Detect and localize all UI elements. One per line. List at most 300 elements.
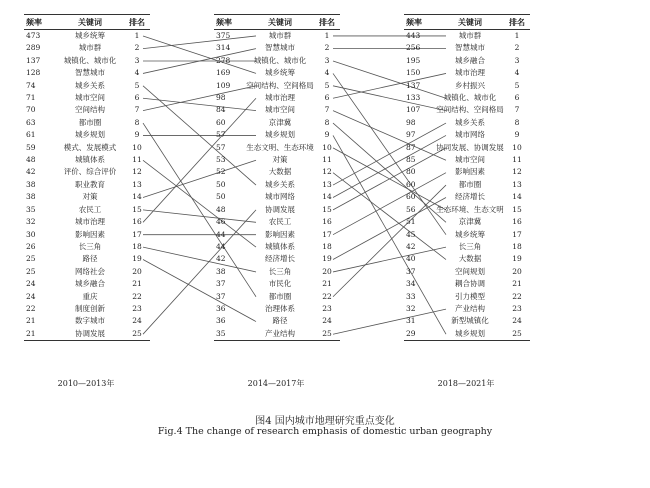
row-freq: 109 (216, 80, 231, 90)
table-row (214, 253, 340, 265)
row-rank: 14 (322, 192, 332, 202)
row-keyword: 京津冀 (268, 117, 292, 127)
row-keyword: 重庆 (82, 291, 98, 301)
row-freq: 289 (26, 43, 41, 53)
table-row (24, 42, 150, 54)
row-keyword: 城乡关系 (265, 179, 295, 189)
table-row (404, 278, 530, 290)
year-label: 2010—2013年 (57, 379, 115, 388)
table-row (24, 117, 150, 129)
table-row (404, 80, 530, 92)
row-freq: 53 (216, 155, 226, 165)
row-freq: 150 (406, 68, 421, 78)
table-row (24, 291, 150, 303)
row-rank: 17 (132, 229, 142, 239)
row-keyword: 产业结构 (455, 303, 485, 313)
row-rank: 25 (314, 328, 340, 341)
row-keyword: 城市网络 (265, 192, 295, 202)
table-row (214, 166, 340, 178)
row-rank: 21 (132, 279, 142, 289)
table-row (24, 303, 150, 315)
table-row (24, 80, 150, 92)
row-keyword: 模式、发展模式 (63, 142, 117, 152)
row-rank: 24 (132, 316, 142, 326)
row-freq: 70 (26, 105, 36, 115)
row-freq: 21 (26, 316, 36, 326)
table-row (404, 92, 530, 104)
row-rank: 20 (322, 266, 332, 276)
row-rank: 13 (512, 179, 522, 189)
row-keyword: 城镇体系 (265, 241, 295, 251)
header-keyword: 关键词 (56, 15, 124, 30)
row-rank: 18 (132, 241, 142, 251)
table-row (24, 315, 150, 327)
row-freq: 98 (406, 117, 416, 127)
row-keyword: 都市圈 (458, 179, 482, 189)
table-row (404, 30, 530, 43)
row-rank: 19 (322, 254, 332, 264)
header-freq: 频率 (214, 15, 246, 30)
row-keyword: 空间结构 (75, 105, 105, 115)
table-row (404, 328, 530, 341)
row-keyword: 产业结构 (246, 328, 314, 341)
table-row (214, 216, 340, 228)
row-freq: 42 (216, 254, 226, 264)
row-freq: 169 (216, 68, 231, 78)
row-freq: 107 (406, 105, 421, 115)
keyword-table (404, 14, 530, 341)
header-freq: 频率 (24, 15, 56, 30)
row-freq: 30 (26, 229, 36, 239)
row-rank: 7 (134, 105, 140, 115)
row-keyword: 生态环境、生态文明 (436, 204, 504, 214)
row-rank: 11 (132, 155, 142, 165)
row-keyword: 生态文明、生态环境 (246, 142, 314, 152)
row-freq: 48 (216, 204, 226, 214)
row-freq: 36 (216, 316, 226, 326)
row-keyword: 京津冀 (458, 217, 482, 227)
table-row (24, 191, 150, 203)
row-keyword: 评价、综合评价 (63, 167, 117, 177)
row-rank: 24 (512, 316, 522, 326)
row-freq: 71 (26, 93, 36, 103)
row-freq: 60 (216, 117, 226, 127)
header-rank: 排名 (124, 15, 150, 30)
row-keyword: 城镇化、城市化 (63, 55, 117, 65)
row-rank: 22 (322, 291, 332, 301)
row-keyword: 引力模型 (455, 291, 485, 301)
row-rank: 2 (514, 43, 520, 53)
table-row (24, 179, 150, 191)
row-freq: 97 (406, 130, 416, 140)
row-freq: 29 (404, 328, 436, 341)
row-keyword: 经济增长 (455, 192, 485, 202)
table-row (24, 55, 150, 67)
row-keyword: 城市空间 (265, 105, 295, 115)
row-keyword: 城乡关系 (75, 80, 105, 90)
row-keyword: 都市圈 (78, 117, 102, 127)
row-keyword: 农民工 (268, 217, 292, 227)
row-rank: 13 (322, 179, 332, 189)
table-row (24, 278, 150, 290)
table-row (404, 55, 530, 67)
row-freq: 59 (26, 142, 36, 152)
table-row (404, 104, 530, 116)
row-freq: 48 (26, 155, 36, 165)
table-row (404, 266, 530, 278)
row-keyword: 经济增长 (265, 254, 295, 264)
row-freq: 38 (26, 192, 36, 202)
header-rank: 排名 (314, 15, 340, 30)
header-keyword: 关键词 (436, 15, 504, 30)
row-keyword: 城镇化、城市化 (253, 55, 307, 65)
row-rank: 6 (134, 93, 140, 103)
table-row (404, 67, 530, 79)
row-rank: 8 (514, 117, 520, 127)
row-keyword: 对策 (272, 155, 288, 165)
row-freq: 24 (26, 279, 36, 289)
row-keyword: 城市空间 (75, 93, 105, 103)
row-rank: 14 (132, 192, 142, 202)
header-freq: 频率 (404, 15, 436, 30)
table-row (214, 55, 340, 67)
table-row (214, 328, 340, 341)
table-row (404, 191, 530, 203)
row-keyword: 城市空间 (455, 155, 485, 165)
row-freq: 85 (406, 155, 416, 165)
table-row (214, 104, 340, 116)
row-freq: 98 (216, 93, 226, 103)
row-freq: 60 (406, 179, 416, 189)
row-rank: 20 (132, 266, 142, 276)
row-freq: 128 (26, 68, 41, 78)
row-freq: 32 (26, 217, 36, 227)
row-keyword: 都市圈 (268, 291, 292, 301)
table-row (24, 129, 150, 141)
row-rank: 12 (322, 167, 332, 177)
table-row (214, 67, 340, 79)
row-freq: 24 (26, 291, 36, 301)
row-freq: 44 (216, 229, 226, 239)
row-freq: 137 (406, 80, 421, 90)
row-rank: 9 (134, 130, 140, 140)
row-freq: 52 (216, 167, 226, 177)
row-rank: 15 (322, 204, 332, 214)
row-rank: 20 (512, 266, 522, 276)
row-rank: 12 (512, 167, 522, 177)
table-row (24, 166, 150, 178)
row-rank: 4 (514, 68, 520, 78)
row-keyword: 空间结构、空间格局 (246, 80, 314, 90)
row-rank: 9 (514, 130, 520, 140)
row-rank: 21 (512, 279, 522, 289)
row-rank: 2 (134, 43, 140, 53)
row-keyword: 市民化 (268, 279, 292, 289)
table-row (214, 303, 340, 315)
table-row (24, 241, 150, 253)
row-rank: 1 (324, 31, 330, 40)
row-freq: 26 (26, 241, 36, 251)
row-freq: 45 (406, 229, 416, 239)
row-rank: 7 (514, 105, 520, 115)
row-keyword: 长三角 (78, 241, 102, 251)
panel-2018-2021 (404, 14, 530, 341)
row-rank: 5 (324, 80, 330, 90)
row-rank: 11 (512, 155, 522, 165)
table-row (24, 154, 150, 166)
table-row (214, 92, 340, 104)
row-rank: 16 (132, 217, 142, 227)
row-rank: 7 (324, 105, 330, 115)
row-rank: 23 (132, 303, 142, 313)
row-keyword: 智慧城市 (455, 43, 485, 53)
row-rank: 17 (512, 229, 522, 239)
table-row (214, 142, 340, 154)
row-rank: 21 (322, 279, 332, 289)
row-keyword: 城乡融合 (75, 279, 105, 289)
table-row (404, 142, 530, 154)
panel-2010-2013 (24, 14, 150, 341)
row-rank: 4 (324, 68, 330, 78)
row-rank: 13 (132, 179, 142, 189)
row-freq: 42 (26, 167, 36, 177)
row-freq: 51 (406, 217, 416, 227)
row-freq: 74 (26, 80, 36, 90)
table-row (24, 30, 150, 43)
row-keyword: 城市治理 (455, 68, 485, 78)
table-row (404, 216, 530, 228)
row-rank: 17 (322, 229, 332, 239)
row-freq: 278 (216, 55, 231, 65)
row-keyword: 农民工 (78, 204, 102, 214)
row-keyword: 大数据 (458, 254, 482, 264)
row-rank: 19 (132, 254, 142, 264)
row-freq: 31 (406, 316, 416, 326)
row-freq: 37 (216, 291, 226, 301)
row-keyword: 空间结构、空间格局 (436, 105, 504, 115)
row-keyword: 城市群 (78, 43, 102, 53)
row-keyword: 职业教育 (75, 179, 105, 189)
row-rank: 22 (132, 291, 142, 301)
row-freq: 473 (26, 31, 41, 40)
row-keyword: 影响因素 (455, 167, 485, 177)
row-keyword: 城乡规划 (436, 328, 504, 341)
row-keyword: 乡村振兴 (455, 80, 485, 90)
row-keyword: 对策 (82, 192, 98, 202)
table-row (24, 104, 150, 116)
row-freq: 36 (216, 303, 226, 313)
row-keyword: 网络社会 (75, 266, 105, 276)
row-rank: 3 (324, 55, 330, 65)
row-freq: 38 (26, 179, 36, 189)
row-rank: 5 (134, 80, 140, 90)
row-rank: 3 (514, 55, 520, 65)
row-keyword: 城市群 (268, 31, 292, 40)
row-keyword: 城乡统筹 (75, 31, 105, 40)
table-row (404, 42, 530, 54)
row-keyword: 城市群 (458, 31, 482, 40)
table-row (404, 315, 530, 327)
row-keyword: 城乡规划 (265, 130, 295, 140)
row-keyword: 数字城市 (75, 316, 105, 326)
table-row (404, 204, 530, 216)
row-keyword: 路径 (272, 316, 288, 326)
row-freq: 57 (216, 130, 226, 140)
row-rank: 15 (132, 204, 142, 214)
table-row (24, 328, 150, 341)
table-row (214, 278, 340, 290)
row-freq: 80 (406, 167, 416, 177)
table-row (404, 303, 530, 315)
row-rank: 8 (324, 117, 330, 127)
row-rank: 8 (134, 117, 140, 127)
row-freq: 133 (406, 93, 421, 103)
table-row (214, 191, 340, 203)
table-row (24, 142, 150, 154)
table-row (24, 216, 150, 228)
row-keyword: 大数据 (268, 167, 292, 177)
table-row (214, 42, 340, 54)
row-keyword: 空间规划 (455, 266, 485, 276)
row-freq: 35 (26, 204, 36, 214)
row-rank: 25 (124, 328, 150, 341)
row-freq: 50 (216, 179, 226, 189)
row-rank: 16 (322, 217, 332, 227)
header-keyword: 关键词 (246, 15, 314, 30)
row-freq: 84 (216, 105, 226, 115)
row-keyword: 影响因素 (265, 229, 295, 239)
row-rank: 12 (132, 167, 142, 177)
row-keyword: 智慧城市 (75, 68, 105, 78)
panel-2014-2017 (214, 14, 340, 341)
figure-caption-chinese: 图4 国内城市地理研究重点变化 (255, 416, 395, 427)
table-row (214, 117, 340, 129)
row-freq: 46 (216, 217, 226, 227)
row-freq: 25 (26, 254, 36, 264)
table-row (214, 204, 340, 216)
row-freq: 375 (216, 31, 231, 40)
row-rank: 10 (322, 142, 332, 152)
row-freq: 137 (26, 55, 41, 65)
row-freq: 63 (26, 117, 36, 127)
table-row (404, 117, 530, 129)
row-rank: 4 (134, 68, 140, 78)
row-rank: 1 (134, 31, 140, 40)
row-keyword: 长三角 (458, 241, 482, 251)
row-freq: 21 (24, 328, 56, 341)
row-freq: 44 (216, 241, 226, 251)
keyword-table (24, 14, 150, 341)
row-keyword: 智慧城市 (265, 43, 295, 53)
table-row (404, 129, 530, 141)
row-keyword: 城市网络 (455, 130, 485, 140)
table-row (214, 266, 340, 278)
row-freq: 50 (216, 192, 226, 202)
row-keyword: 城乡融合 (455, 55, 485, 65)
row-keyword: 城镇化、城市化 (443, 93, 497, 103)
row-keyword: 新型城镇化 (451, 316, 489, 326)
row-freq: 37 (406, 266, 416, 276)
table-row (24, 67, 150, 79)
row-freq: 32 (406, 303, 416, 313)
row-keyword: 治理体系 (265, 303, 295, 313)
row-freq: 38 (216, 266, 226, 276)
table-row (404, 241, 530, 253)
row-keyword: 城乡关系 (455, 117, 485, 127)
row-rank: 10 (512, 142, 522, 152)
row-keyword: 协同发展、协调发展 (436, 142, 504, 152)
header-rank: 排名 (504, 15, 530, 30)
row-freq: 37 (216, 279, 226, 289)
row-freq: 195 (406, 55, 421, 65)
row-freq: 56 (406, 204, 416, 214)
row-rank: 3 (134, 55, 140, 65)
row-rank: 2 (324, 43, 330, 53)
row-keyword: 城乡统筹 (455, 229, 485, 239)
row-freq: 61 (26, 130, 36, 140)
row-freq: 33 (406, 291, 416, 301)
table-row (214, 80, 340, 92)
figure-caption-english: Fig.4 The change of research emphasis of domestic urban geography (157, 426, 493, 437)
row-keyword: 协调发展 (56, 328, 124, 341)
row-keyword: 长三角 (268, 266, 292, 276)
keyword-table (214, 14, 340, 341)
row-rank: 18 (512, 241, 522, 251)
table-row (214, 315, 340, 327)
table-row (24, 92, 150, 104)
table-row (24, 204, 150, 216)
row-freq: 443 (406, 31, 421, 40)
row-rank: 24 (322, 316, 332, 326)
row-freq: 256 (406, 43, 421, 53)
table-row (404, 253, 530, 265)
table-row (214, 30, 340, 43)
row-freq: 25 (26, 266, 36, 276)
year-label: 2018—2021年 (437, 379, 495, 388)
table-row (404, 179, 530, 191)
row-keyword: 城市治理 (265, 93, 295, 103)
table-row (24, 266, 150, 278)
row-keyword: 耦合协调 (455, 279, 485, 289)
row-rank: 23 (322, 303, 332, 313)
table-row (214, 229, 340, 241)
table-row (404, 154, 530, 166)
row-rank: 16 (512, 217, 522, 227)
row-keyword: 协调发展 (265, 204, 295, 214)
row-rank: 10 (132, 142, 142, 152)
year-label: 2014—2017年 (247, 379, 305, 388)
row-keyword: 城乡规划 (75, 130, 105, 140)
row-keyword: 路径 (82, 254, 98, 264)
row-keyword: 城乡统筹 (265, 68, 295, 78)
table-row (404, 229, 530, 241)
table-row (404, 166, 530, 178)
row-freq: 60 (406, 192, 416, 202)
row-freq: 40 (406, 254, 416, 264)
row-freq: 57 (216, 142, 226, 152)
row-rank: 25 (504, 328, 530, 341)
table-row (404, 291, 530, 303)
row-rank: 23 (512, 303, 522, 313)
table-row (214, 154, 340, 166)
row-keyword: 城市治理 (75, 217, 105, 227)
table-row (24, 229, 150, 241)
row-keyword: 影响因素 (75, 229, 105, 239)
row-freq: 34 (406, 279, 416, 289)
table-row (214, 129, 340, 141)
row-rank: 9 (324, 130, 330, 140)
row-rank: 1 (514, 31, 520, 40)
